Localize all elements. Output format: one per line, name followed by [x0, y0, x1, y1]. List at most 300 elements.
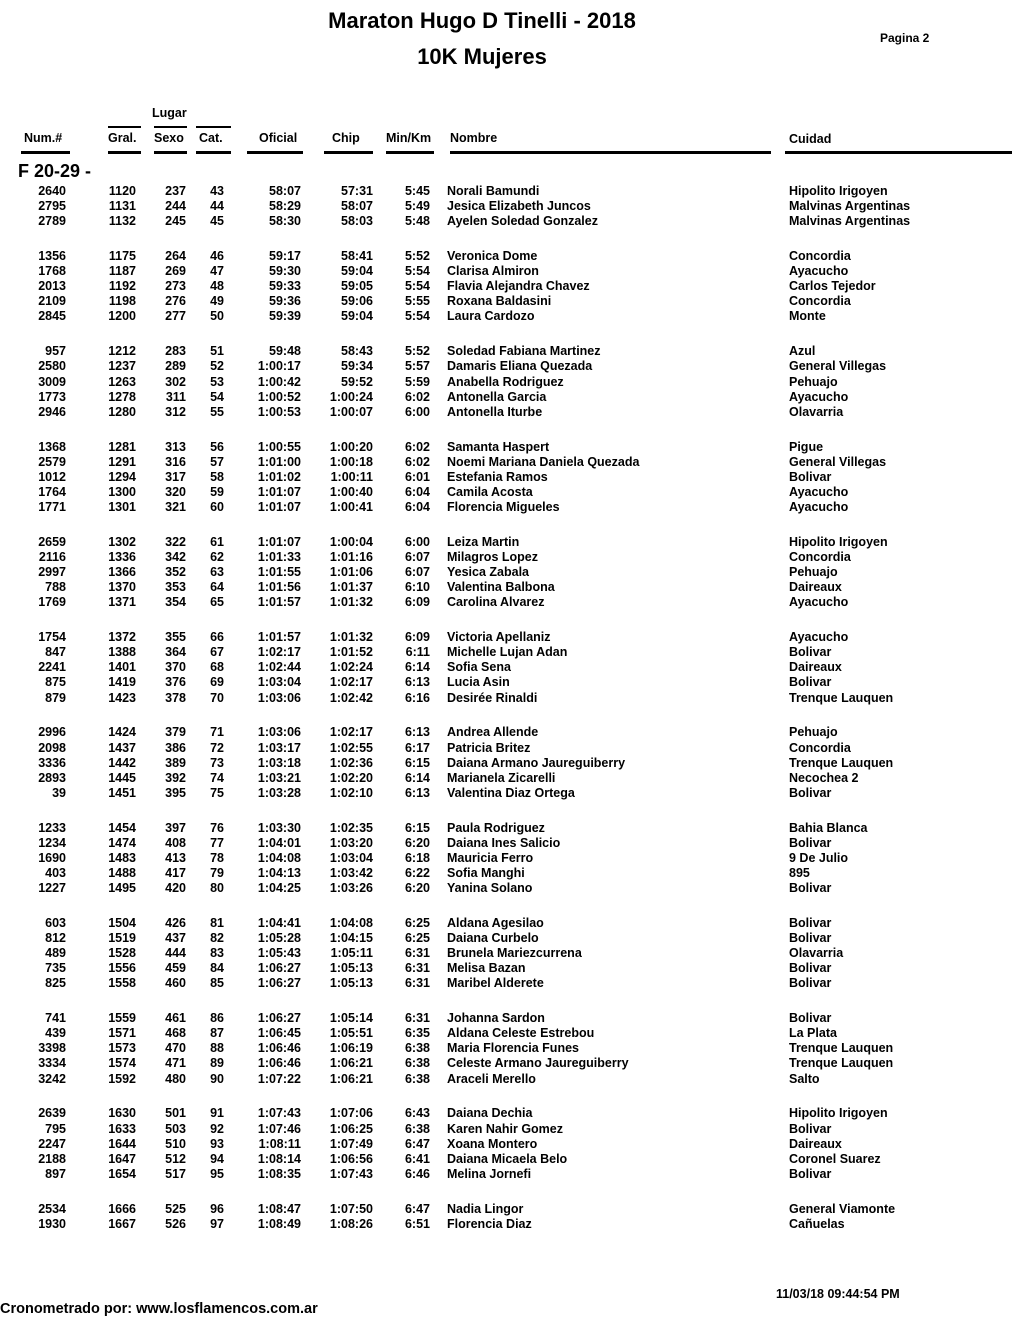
runner-city: Trenque Lauquen [789, 1056, 894, 1071]
pace: 6:22 [404, 865, 430, 880]
place-gender: 370 [165, 660, 186, 675]
chip-time: 1:02:20 [329, 770, 373, 785]
runner-city: Bolivar [789, 645, 832, 660]
pace: 6:15 [404, 755, 430, 770]
place-category: 68 [210, 660, 224, 675]
place-overall: 1633 [108, 1121, 136, 1136]
official-time: 1:00:42 [257, 374, 301, 389]
table-row [0, 199, 1024, 214]
official-time: 1:03:18 [257, 755, 301, 770]
chip-time: 57:31 [341, 184, 373, 198]
official-time: 1:06:27 [257, 961, 301, 976]
official-time: 1:08:49 [257, 1216, 301, 1231]
print-timestamp: 11/03/18 09:44:54 PM [776, 1287, 900, 1301]
place-gender: 317 [165, 469, 186, 484]
place-gender: 273 [165, 279, 186, 294]
chip-time: 1:08:26 [329, 1216, 373, 1231]
place-category: 70 [210, 690, 224, 705]
place-gender: 525 [165, 1201, 186, 1216]
runner-number: 2795 [38, 199, 66, 214]
runner-number: 39 [52, 785, 66, 800]
place-overall: 1437 [108, 740, 136, 755]
pace: 6:04 [404, 499, 430, 514]
place-category: 72 [210, 740, 224, 755]
official-time: 59:48 [269, 344, 301, 359]
place-gender: 320 [165, 484, 186, 499]
chip-time: 1:00:07 [329, 404, 373, 419]
pace: 5:52 [404, 344, 430, 359]
place-gender: 354 [165, 595, 186, 610]
runner-number: 2116 [38, 549, 66, 564]
runner-number: 812 [45, 931, 66, 946]
runner-name: Florencia Diaz [447, 1216, 532, 1231]
place-category: 56 [210, 439, 224, 454]
header-rule [386, 151, 434, 154]
place-gender: 283 [165, 344, 186, 359]
official-time: 1:06:27 [257, 976, 301, 991]
chip-time: 1:01:16 [329, 549, 373, 564]
table-row [0, 1152, 1024, 1167]
official-time: 1:03:30 [257, 820, 301, 835]
runner-name: Andrea Allende [447, 725, 539, 740]
chip-time: 59:05 [341, 279, 373, 294]
chip-time: 1:02:10 [329, 785, 373, 800]
pace: 6:47 [404, 1136, 430, 1151]
runner-number: 1930 [38, 1216, 66, 1231]
official-time: 1:00:53 [257, 404, 301, 419]
place-gender: 277 [165, 309, 186, 324]
table-row [0, 1011, 1024, 1026]
runner-name: Yesica Zabala [447, 565, 530, 580]
place-category: 91 [210, 1106, 224, 1121]
runner-number: 847 [45, 645, 66, 660]
runner-number: 2640 [38, 184, 66, 198]
place-gender: 245 [165, 214, 186, 229]
place-category: 63 [210, 565, 224, 580]
place-category: 94 [210, 1151, 224, 1166]
place-category: 78 [210, 850, 224, 865]
runner-number: 2098 [38, 740, 66, 755]
runner-city: Hipolito Irigoyen [789, 1106, 888, 1121]
pace: 6:47 [404, 1201, 430, 1216]
table-row [0, 565, 1024, 580]
pace: 6:35 [404, 1026, 430, 1041]
place-category: 48 [210, 279, 224, 294]
place-gender: 264 [165, 249, 186, 264]
runner-city: Trenque Lauquen [789, 755, 894, 770]
runner-city: Carlos Tejedor [789, 279, 876, 294]
header-rule [324, 151, 373, 154]
pace: 5:54 [404, 279, 430, 294]
place-overall: 1667 [108, 1216, 136, 1231]
place-category: 88 [210, 1041, 224, 1056]
runner-city: Daireaux [789, 1136, 842, 1151]
place-overall: 1592 [108, 1071, 136, 1086]
official-time: 1:01:00 [257, 454, 301, 469]
chip-time: 1:00:11 [330, 469, 373, 484]
header-rule [154, 151, 187, 154]
table-row [0, 1217, 1024, 1232]
place-overall: 1488 [108, 865, 136, 880]
place-overall: 1291 [108, 454, 136, 469]
runner-city: Bolivar [789, 976, 832, 991]
runner-number: 1227 [38, 881, 66, 896]
table-row [0, 946, 1024, 961]
runner-city: Bolivar [789, 1011, 832, 1026]
place-overall: 1278 [108, 389, 136, 404]
place-overall: 1666 [108, 1201, 136, 1216]
pace: 6:02 [404, 454, 430, 469]
chip-time: 1:07:49 [329, 1136, 373, 1151]
place-category: 83 [210, 946, 224, 961]
place-overall: 1294 [108, 469, 136, 484]
runner-number: 1773 [38, 389, 66, 404]
place-overall: 1132 [108, 214, 136, 229]
place-gender: 426 [165, 915, 186, 930]
header-rule [196, 151, 231, 154]
place-gender: 379 [165, 725, 186, 740]
runner-number: 2247 [38, 1136, 66, 1151]
place-gender: 322 [165, 534, 186, 549]
runner-name: Aldana Celeste Estrebou [447, 1026, 595, 1041]
table-row [0, 630, 1024, 645]
table-row [0, 390, 1024, 405]
table-row [0, 294, 1024, 309]
official-time: 1:06:46 [257, 1041, 301, 1056]
runner-city: Olavarria [789, 404, 844, 419]
place-overall: 1445 [108, 770, 136, 785]
col-header-sexo: Sexo [154, 131, 184, 145]
chip-time: 1:00:18 [329, 454, 373, 469]
place-gender: 378 [165, 690, 186, 705]
pace: 6:51 [404, 1216, 430, 1231]
place-category: 87 [210, 1026, 224, 1041]
runner-number: 2013 [38, 279, 66, 294]
table-row [0, 405, 1024, 420]
chip-time: 1:07:50 [329, 1201, 373, 1216]
runner-name: Daiana Micaela Belo [447, 1151, 568, 1166]
runner-name: Daiana Armano Jaureguiberry [447, 755, 626, 770]
runner-number: 2996 [38, 725, 66, 740]
col-header-chip: Chip [332, 131, 360, 145]
runner-city: Malvinas Argentinas [789, 199, 911, 214]
runner-name: Estefania Ramos [447, 469, 548, 484]
place-overall: 1558 [108, 976, 136, 991]
place-overall: 1175 [108, 249, 136, 264]
chip-time: 1:02:24 [329, 660, 373, 675]
chip-time: 58:03 [341, 214, 373, 229]
place-gender: 437 [165, 931, 186, 946]
place-category: 52 [210, 359, 224, 374]
runner-name: Xoana Montero [447, 1136, 538, 1151]
place-overall: 1301 [108, 499, 136, 514]
runner-number: 489 [45, 946, 66, 961]
chip-time: 1:00:40 [329, 484, 373, 499]
official-time: 58:07 [269, 184, 301, 198]
pace: 6:11 [405, 645, 430, 660]
table-row [0, 535, 1024, 550]
runner-name: Flavia Alejandra Chavez [447, 279, 590, 294]
place-gender: 397 [165, 820, 186, 835]
table-row [0, 786, 1024, 801]
place-overall: 1371 [108, 595, 136, 610]
runner-number: 2893 [38, 770, 66, 785]
runner-city: Bolivar [789, 1121, 832, 1136]
chip-time: 58:07 [341, 199, 373, 214]
pace: 6:38 [404, 1041, 430, 1056]
place-gender: 302 [165, 374, 186, 389]
pace: 6:13 [404, 675, 430, 690]
runner-name: Anabella Rodriguez [447, 374, 564, 389]
runner-name: Paula Rodriguez [447, 820, 545, 835]
place-gender: 352 [165, 565, 186, 580]
runner-name: Noemi Mariana Daniela Quezada [447, 454, 640, 469]
official-time: 59:36 [269, 294, 301, 309]
runner-city: Hipolito Irigoyen [789, 184, 888, 198]
table-row [0, 851, 1024, 866]
pace: 6:07 [404, 565, 430, 580]
table-row [0, 309, 1024, 324]
pace: 6:02 [404, 389, 430, 404]
runner-number: 1012 [38, 469, 66, 484]
place-overall: 1237 [108, 359, 136, 374]
runner-name: Johanna Sardon [447, 1011, 545, 1026]
table-row [0, 866, 1024, 881]
runner-city: Ayacucho [789, 595, 849, 610]
place-category: 79 [210, 865, 224, 880]
runner-name: Patricia Britez [447, 740, 531, 755]
pace: 6:00 [404, 404, 430, 419]
place-gender: 512 [165, 1151, 186, 1166]
runner-number: 2845 [38, 309, 66, 324]
place-gender: 461 [165, 1011, 186, 1026]
chip-time: 1:05:14 [329, 1011, 373, 1026]
place-overall: 1442 [108, 755, 136, 770]
place-overall: 1519 [108, 931, 136, 946]
place-gender: 501 [165, 1106, 186, 1121]
place-gender: 364 [165, 645, 186, 660]
runner-number: 1768 [38, 264, 66, 279]
official-time: 1:00:55 [257, 439, 301, 454]
chip-time: 1:00:24 [329, 389, 373, 404]
pace: 6:09 [404, 595, 430, 610]
chip-time: 1:03:42 [329, 865, 373, 880]
runner-city: Bolivar [789, 881, 832, 896]
place-gender: 503 [165, 1121, 186, 1136]
runner-name: Camila Acosta [447, 484, 533, 499]
header-rule [154, 126, 187, 128]
chip-time: 1:02:42 [329, 690, 373, 705]
table-row [0, 1106, 1024, 1121]
place-category: 75 [210, 785, 224, 800]
place-category: 81 [210, 915, 224, 930]
runner-name: Damaris Eliana Quezada [447, 359, 593, 374]
place-gender: 526 [165, 1216, 186, 1231]
official-time: 1:01:02 [257, 469, 301, 484]
official-time: 1:08:14 [257, 1151, 301, 1166]
runner-number: 1368 [38, 439, 66, 454]
table-row [0, 756, 1024, 771]
place-gender: 470 [165, 1041, 186, 1056]
official-time: 1:01:07 [257, 484, 301, 499]
table-row [0, 1167, 1024, 1182]
chip-time: 1:02:17 [329, 725, 373, 740]
place-gender: 289 [165, 359, 186, 374]
runner-name: Maribel Alderete [447, 976, 544, 991]
runner-number: 879 [45, 690, 66, 705]
chip-time: 1:00:04 [329, 534, 373, 549]
runner-city: General Villegas [789, 359, 887, 374]
runner-number: 2579 [38, 454, 66, 469]
chip-time: 1:01:06 [329, 565, 373, 580]
official-time: 1:01:07 [257, 499, 301, 514]
place-overall: 1372 [108, 630, 136, 645]
chip-time: 59:06 [341, 294, 373, 309]
runner-city: Olavarria [789, 946, 844, 961]
place-category: 67 [210, 645, 224, 660]
runner-name: Valentina Balbona [447, 580, 555, 595]
place-category: 84 [210, 961, 224, 976]
chip-time: 1:01:52 [329, 645, 373, 660]
runner-name: Brunela Mariezcurrena [447, 946, 582, 961]
place-gender: 316 [165, 454, 186, 469]
runner-name: Mauricia Ferro [447, 850, 534, 865]
document-subtitle: 10K Mujeres [417, 44, 547, 69]
place-category: 76 [210, 820, 224, 835]
runner-city: Ayacucho [789, 499, 849, 514]
pace: 6:16 [404, 690, 430, 705]
chip-time: 1:03:20 [329, 835, 373, 850]
runner-number: 603 [45, 915, 66, 930]
runner-city: Salto [789, 1071, 820, 1086]
table-row [0, 1072, 1024, 1087]
runner-number: 2580 [38, 359, 66, 374]
table-row [0, 660, 1024, 675]
header-rule [196, 126, 231, 128]
runner-city: Hipolito Irigoyen [789, 534, 888, 549]
official-time: 1:04:25 [257, 881, 301, 896]
place-overall: 1454 [108, 820, 136, 835]
runner-number: 735 [45, 961, 66, 976]
chip-time: 1:03:04 [329, 850, 373, 865]
runner-city: Ayacucho [789, 484, 849, 499]
chip-time: 59:04 [341, 309, 373, 324]
runner-number: 439 [45, 1026, 66, 1041]
place-overall: 1474 [108, 835, 136, 850]
place-category: 85 [210, 976, 224, 991]
table-row [0, 1137, 1024, 1152]
place-gender: 517 [165, 1166, 186, 1181]
official-time: 1:00:17 [257, 359, 301, 374]
place-gender: 471 [165, 1056, 186, 1071]
chip-time: 59:04 [341, 264, 373, 279]
place-category: 95 [210, 1166, 224, 1181]
runner-number: 1356 [38, 249, 66, 264]
place-overall: 1263 [108, 374, 136, 389]
pace: 6:20 [404, 881, 430, 896]
official-time: 1:01:33 [257, 549, 301, 564]
table-row [0, 976, 1024, 991]
runner-number: 1764 [38, 484, 66, 499]
chip-time: 1:04:15 [329, 931, 373, 946]
pace: 6:01 [404, 469, 430, 484]
runner-name: Aldana Agesilao [447, 915, 544, 930]
table-row [0, 344, 1024, 359]
place-category: 46 [210, 249, 224, 264]
runner-name: Valentina Diaz Ortega [447, 785, 575, 800]
place-category: 47 [210, 264, 224, 279]
official-time: 1:01:57 [257, 595, 301, 610]
pace: 6:38 [404, 1056, 430, 1071]
official-time: 1:04:01 [257, 835, 301, 850]
chip-time: 1:02:17 [329, 675, 373, 690]
chip-time: 59:34 [341, 359, 373, 374]
table-row [0, 595, 1024, 610]
table-row [0, 500, 1024, 515]
place-category: 59 [210, 484, 224, 499]
place-category: 97 [210, 1216, 224, 1231]
runner-number: 2789 [38, 214, 66, 229]
runner-number: 3398 [38, 1041, 66, 1056]
place-gender: 480 [165, 1071, 186, 1086]
runner-name: Antonella Garcia [447, 389, 547, 404]
pace: 6:13 [404, 725, 430, 740]
table-row [0, 771, 1024, 786]
place-overall: 1120 [108, 184, 136, 198]
runner-city: Bahia Blanca [789, 820, 868, 835]
place-category: 61 [210, 534, 224, 549]
place-overall: 1451 [108, 785, 136, 800]
table-row [0, 550, 1024, 565]
chip-time: 1:00:20 [329, 439, 373, 454]
table-row [0, 821, 1024, 836]
pace: 5:55 [404, 294, 430, 309]
official-time: 59:30 [269, 264, 301, 279]
runner-name: Melina Jornefi [447, 1166, 532, 1181]
place-category: 65 [210, 595, 224, 610]
runner-name: Ayelen Soledad Gonzalez [447, 214, 598, 229]
place-gender: 408 [165, 835, 186, 850]
place-category: 77 [210, 835, 224, 850]
place-overall: 1630 [108, 1106, 136, 1121]
chip-time: 1:02:35 [329, 820, 373, 835]
col-header-cat: Cat. [199, 131, 223, 145]
runner-name: Norali Bamundi [447, 184, 540, 198]
chip-time: 1:06:21 [329, 1071, 373, 1086]
document-title: Maraton Hugo D Tinelli - 2018 [328, 8, 636, 33]
pace: 6:14 [404, 660, 430, 675]
runner-name: Veronica Dome [447, 249, 538, 264]
place-gender: 386 [165, 740, 186, 755]
place-overall: 1198 [108, 294, 136, 309]
chip-time: 1:06:21 [329, 1056, 373, 1071]
place-overall: 1423 [108, 690, 136, 705]
official-time: 1:06:27 [257, 1011, 301, 1026]
official-time: 1:01:55 [257, 565, 301, 580]
col-header-oficial: Oficial [259, 131, 298, 145]
place-overall: 1200 [108, 309, 136, 324]
chip-time: 1:05:13 [329, 961, 373, 976]
pace: 6:38 [404, 1071, 430, 1086]
place-gender: 468 [165, 1026, 186, 1041]
runner-city: Necochea 2 [789, 770, 859, 785]
pace: 6:14 [404, 770, 430, 785]
pace: 6:31 [404, 961, 430, 976]
pace: 5:57 [404, 359, 430, 374]
runner-city: General Viamonte [789, 1201, 896, 1216]
table-row [0, 279, 1024, 294]
place-gender: 244 [165, 199, 186, 214]
